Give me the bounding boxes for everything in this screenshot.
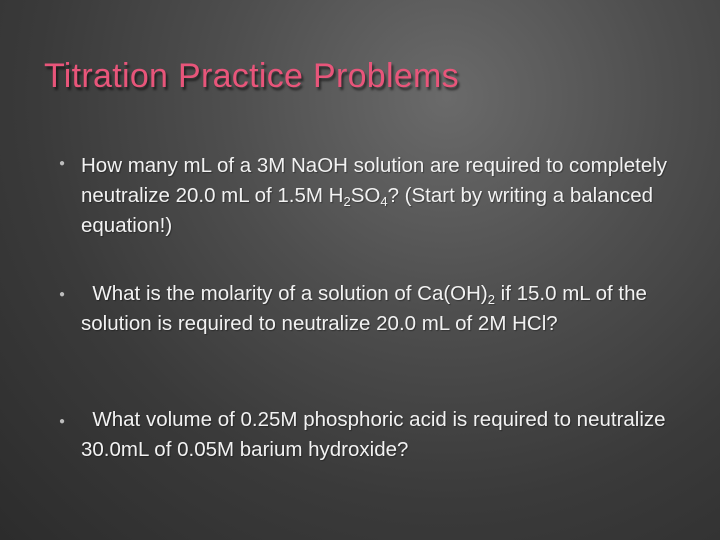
problem-2 <box>81 279 681 339</box>
problem-3-text: What volume of 0.25M phosphoric acid is required to neutralize 30.0mL of 0.05M barium hydroxide? <box>81 408 672 461</box>
problem-1-text-2: SO <box>350 184 381 207</box>
slide-title: Titration Practice Problems <box>44 57 459 95</box>
problem-3 <box>81 405 681 465</box>
bullet-icon: ● <box>59 158 66 169</box>
problem-1-text: How many mL of a 3M NaOH solution are required to completely neutralize 20.0 mL of 1.5M H <box>81 154 668 207</box>
problem-1-text-3: ? (Start by writing a balanced equation!) <box>81 184 654 237</box>
problem-1-subscript-1: 2 <box>343 194 351 209</box>
problem-1-subscript-2: 4 <box>380 194 388 209</box>
problem-2-text: What is the molarity of a solution of Ca(OH) <box>81 282 488 305</box>
problem-2-subscript: 2 <box>487 292 495 307</box>
problem-2-text-2: if 15.0 mL of the solution is required to neutralize 20.0 mL of 2M HCl? <box>81 282 647 335</box>
bullet-icon: ● <box>59 416 66 427</box>
bullet-icon: ● <box>59 289 66 300</box>
problem-1 <box>81 151 681 241</box>
